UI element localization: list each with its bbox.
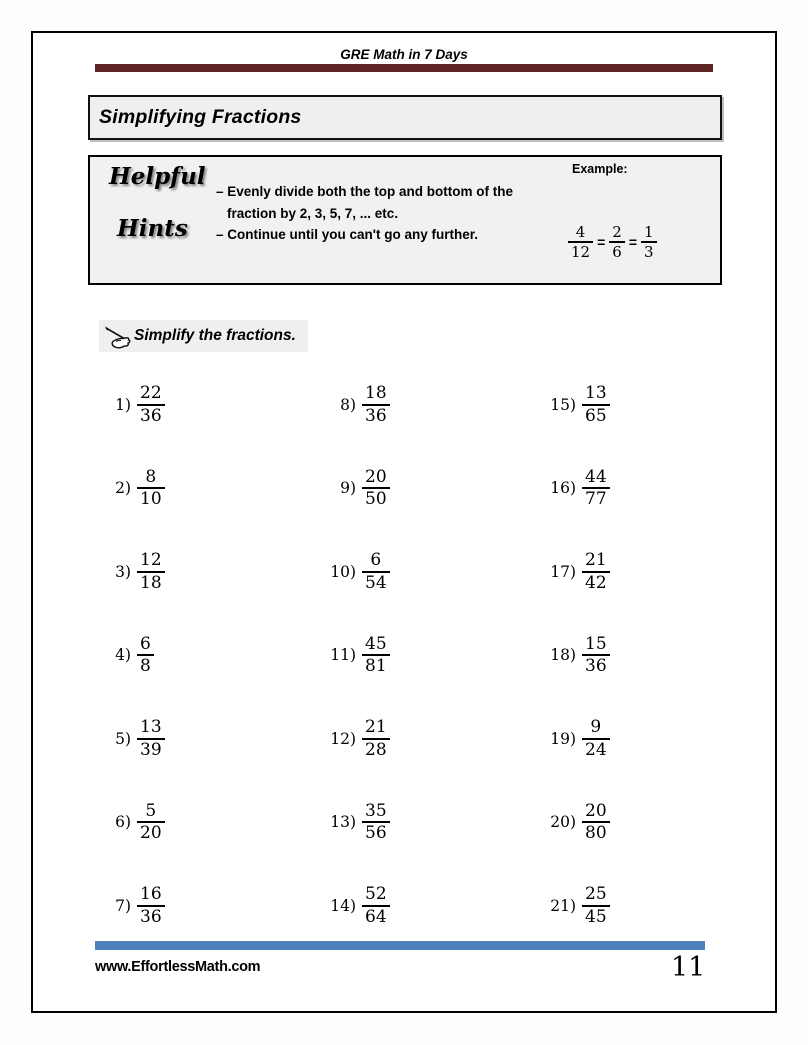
problem-number: 6) xyxy=(115,813,131,832)
denominator: 6 xyxy=(609,241,625,261)
problem-fraction xyxy=(137,717,165,760)
problem-fraction xyxy=(582,884,610,927)
problem-item xyxy=(540,864,610,948)
numerator: 21 xyxy=(585,550,607,571)
numerator: 22 xyxy=(140,383,162,404)
problem-number: 19) xyxy=(550,729,576,748)
problem-item xyxy=(540,447,610,531)
header-rule xyxy=(95,64,713,72)
problem-fraction xyxy=(362,550,390,593)
problem-fraction xyxy=(362,634,390,677)
hint-bullet-1-line-1: – Evenly divide both the top and bottom of the xyxy=(216,184,513,199)
footer-rule xyxy=(95,941,705,950)
denominator: 56 xyxy=(362,821,390,843)
hints-label-helpful: Helpful xyxy=(109,163,206,190)
problem-item xyxy=(540,614,610,698)
problem-item xyxy=(95,697,165,781)
numerator: 16 xyxy=(140,884,162,905)
example-fraction-1 xyxy=(568,223,593,261)
denominator: 36 xyxy=(362,404,390,426)
denominator: 45 xyxy=(582,905,610,927)
problem-number: 21) xyxy=(550,896,576,915)
problem-item xyxy=(95,530,165,614)
problem-number: 2) xyxy=(115,479,131,498)
problem-fraction xyxy=(137,383,165,426)
problem-item xyxy=(95,363,165,447)
denominator: 36 xyxy=(582,654,610,676)
numerator: 45 xyxy=(365,633,387,654)
problem-fraction xyxy=(137,634,154,677)
problem-fraction xyxy=(582,717,610,760)
page-number: 11 xyxy=(671,952,706,983)
problem-number: 7) xyxy=(115,896,131,915)
numerator: 9 xyxy=(590,717,602,738)
problem-item xyxy=(320,363,390,447)
problem-item xyxy=(320,864,390,948)
denominator: 24 xyxy=(582,738,610,760)
problem-fraction xyxy=(362,467,390,510)
problem-item xyxy=(540,781,610,865)
problem-number: 11) xyxy=(330,646,356,665)
numerator: 1 xyxy=(644,223,654,241)
denominator: 12 xyxy=(568,241,593,261)
problem-number: 3) xyxy=(115,562,131,581)
denominator: 18 xyxy=(137,571,165,593)
denominator: 8 xyxy=(137,654,154,676)
denominator: 3 xyxy=(641,241,657,261)
equals-sign: = xyxy=(597,234,606,250)
problem-number: 9) xyxy=(340,479,356,498)
problem-item xyxy=(95,614,165,698)
problem-fraction xyxy=(137,801,165,844)
denominator: 20 xyxy=(137,821,165,843)
problem-number: 12) xyxy=(330,729,356,748)
problem-fraction xyxy=(137,884,165,927)
example-equation xyxy=(568,223,657,261)
problem-number: 10) xyxy=(330,562,356,581)
problem-fraction xyxy=(137,467,165,510)
example-label: Example: xyxy=(572,162,628,176)
numerator: 4 xyxy=(575,223,586,241)
numerator: 12 xyxy=(140,550,162,571)
example-fraction-2 xyxy=(609,223,625,261)
problem-item xyxy=(320,614,390,698)
problem-item xyxy=(320,447,390,531)
book-title: GRE Math in 7 Days xyxy=(340,47,468,62)
numerator: 18 xyxy=(365,383,387,404)
denominator: 39 xyxy=(137,738,165,760)
denominator: 50 xyxy=(362,487,390,509)
instruction-text: Simplify the fractions. xyxy=(134,327,296,344)
section-title-box xyxy=(88,95,722,140)
problem-item xyxy=(540,530,610,614)
problem-item xyxy=(95,864,165,948)
problem-number: 17) xyxy=(550,562,576,581)
problem-item xyxy=(320,697,390,781)
denominator: 54 xyxy=(362,571,390,593)
problem-item xyxy=(95,781,165,865)
hint-bullet-2: – Continue until you can't go any further. xyxy=(216,227,478,242)
denominator: 36 xyxy=(137,905,165,927)
footer-website: www.EffortlessMath.com xyxy=(95,959,261,975)
denominator: 28 xyxy=(362,738,390,760)
problem-number: 18) xyxy=(550,646,576,665)
problem-fraction xyxy=(362,383,390,426)
numerator: 35 xyxy=(365,800,387,821)
problem-item xyxy=(320,781,390,865)
denominator: 42 xyxy=(582,571,610,593)
helpful-hints-box xyxy=(88,155,722,285)
problem-number: 8) xyxy=(340,395,356,414)
problem-number: 20) xyxy=(550,813,576,832)
problem-number: 1) xyxy=(115,395,131,414)
numerator: 21 xyxy=(365,717,387,738)
equals-sign: = xyxy=(628,234,638,250)
problem-fraction xyxy=(362,717,390,760)
writing-hand-icon xyxy=(103,323,133,349)
problem-fraction xyxy=(582,467,610,510)
problem-number: 5) xyxy=(115,729,131,748)
denominator: 65 xyxy=(582,404,610,426)
denominator: 81 xyxy=(362,654,390,676)
section-title: Simplifying Fractions xyxy=(99,106,302,128)
denominator: 36 xyxy=(137,404,165,426)
problem-item xyxy=(95,447,165,531)
numerator: 20 xyxy=(585,800,607,821)
numerator: 6 xyxy=(140,633,151,654)
problem-item xyxy=(540,697,610,781)
denominator: 64 xyxy=(362,905,390,927)
problems-column xyxy=(320,363,390,948)
example-fraction-3 xyxy=(641,223,657,261)
problem-number: 13) xyxy=(330,813,356,832)
problems-column xyxy=(540,363,610,948)
problem-fraction xyxy=(362,801,390,844)
numerator: 52 xyxy=(365,884,387,905)
numerator: 25 xyxy=(585,884,607,905)
numerator: 20 xyxy=(365,466,387,487)
problem-fraction xyxy=(582,634,610,677)
problem-fraction xyxy=(362,884,390,927)
numerator: 44 xyxy=(585,466,607,487)
denominator: 80 xyxy=(582,821,610,843)
numerator: 5 xyxy=(145,800,157,821)
problem-number: 15) xyxy=(550,395,576,414)
problem-number: 4) xyxy=(115,646,131,665)
instruction-banner xyxy=(99,320,308,352)
denominator: 10 xyxy=(137,487,165,509)
numerator: 15 xyxy=(585,633,607,654)
problem-fraction xyxy=(137,550,165,593)
numerator: 13 xyxy=(140,717,162,738)
problem-fraction xyxy=(582,801,610,844)
problem-item xyxy=(540,363,610,447)
hints-label-hints: Hints xyxy=(117,215,188,242)
problem-number: 14) xyxy=(330,896,356,915)
numerator: 8 xyxy=(145,466,157,487)
hint-bullet-1-line-2: fraction by 2, 3, 5, 7, ... etc. xyxy=(227,205,399,221)
numerator: 2 xyxy=(612,223,622,241)
hints-text xyxy=(216,181,556,246)
problem-fraction xyxy=(582,550,610,593)
problem-fraction xyxy=(582,383,610,426)
problem-number: 16) xyxy=(550,479,576,498)
problem-item xyxy=(320,530,390,614)
numerator: 13 xyxy=(585,383,607,404)
denominator: 77 xyxy=(582,487,610,509)
problems-column xyxy=(95,363,165,948)
numerator: 6 xyxy=(370,550,382,571)
